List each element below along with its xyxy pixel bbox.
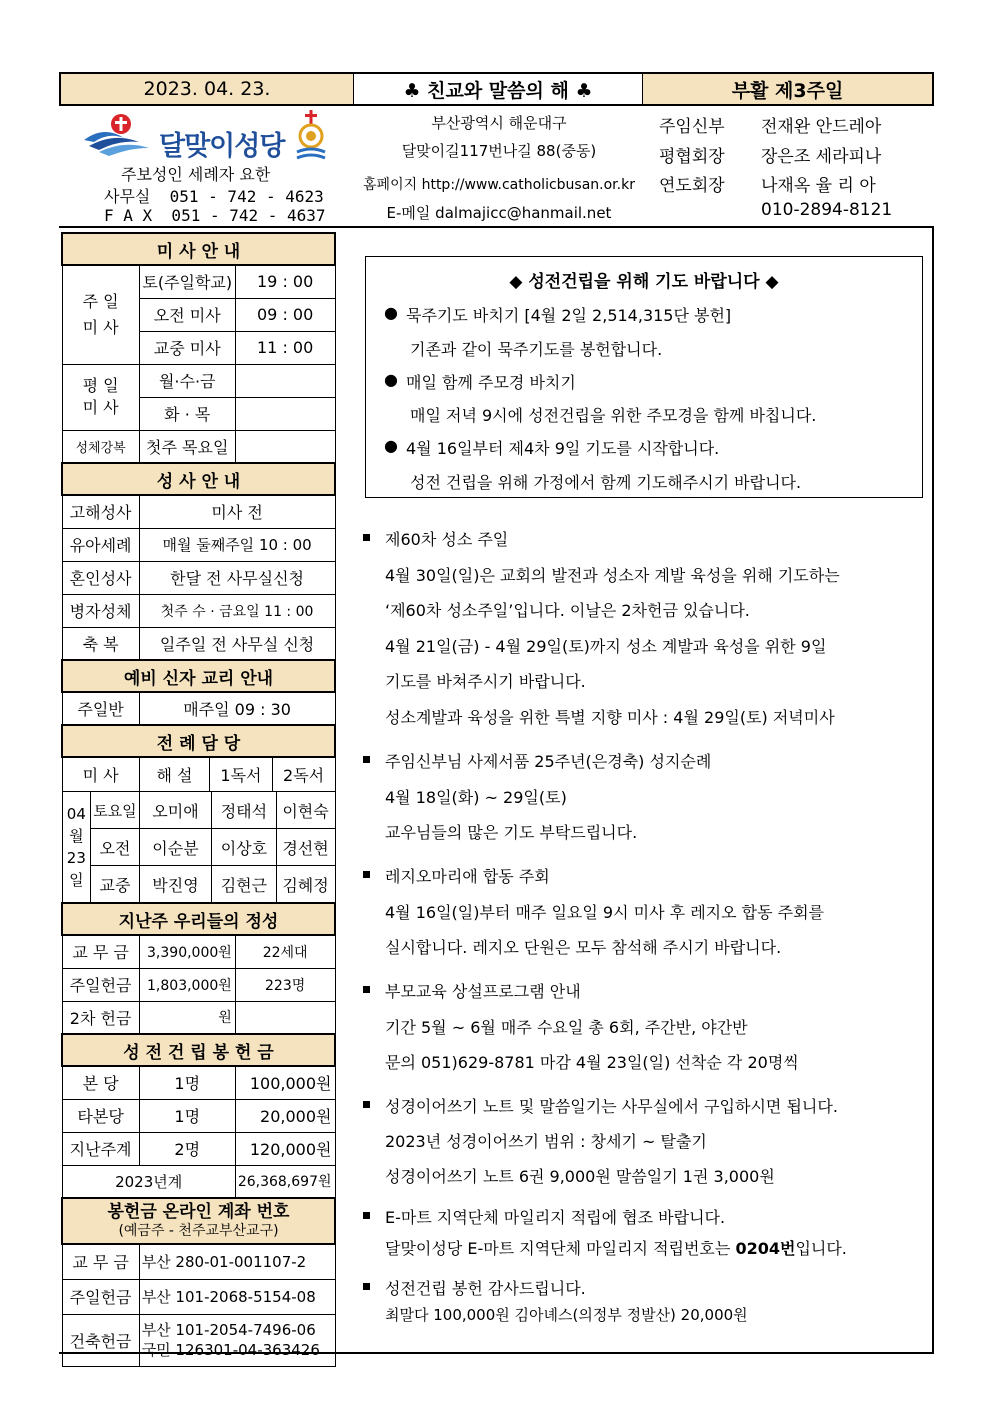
notice-line: 기도를 바쳐주시기 바랍니다. — [385, 672, 586, 691]
liturgy-cell: 정태석 — [212, 792, 276, 828]
square-bullet-icon — [363, 1101, 370, 1108]
mass-time: 11 : 00 — [235, 331, 335, 364]
mileage-number: 0204번 — [735, 1239, 796, 1258]
church-name: 달맞이성당 — [159, 131, 285, 162]
contact-phone: 010-2894-8121 — [761, 200, 893, 220]
offering-amount: 3,390,000원 — [139, 935, 235, 968]
notice-line: 기간 5월 ~ 6월 매주 수요일 총 6회, 주간반, 야간반 — [385, 1018, 748, 1037]
accounts-heading: 봉헌금 온라인 계좌 번호 — [107, 1201, 290, 1222]
church-logo — [79, 110, 331, 170]
eucharist-day: 첫주 목요일 — [139, 430, 235, 463]
bulletin-date: 2023. 04. 23. — [61, 74, 354, 104]
notice-title: 제60차 성소 주일 — [385, 530, 509, 549]
offering-title: 지난주 우리들의 정성 — [62, 903, 335, 935]
notice-line: 성경이어쓰기 노트 6권 9,000원 말씀일기 1권 3,000원 — [385, 1167, 775, 1186]
account-number: 부산 101-2054-7496-06 — [141, 1321, 316, 1339]
liturgy-cell: 김현근 — [212, 866, 276, 902]
offering-amount: 1,803,000원 — [139, 968, 235, 1001]
liturgy-cell: 경선현 — [282, 838, 329, 858]
bullet-icon: ● — [384, 303, 398, 322]
liturgy-cell: 이순분 — [140, 829, 212, 865]
sacrament-value: 한달 전 사무실신청 — [139, 561, 335, 594]
building-year-total: 26,368,697원 — [235, 1165, 335, 1198]
account-name: 건축헌금 — [62, 1314, 139, 1366]
liturgy-mass: 토요일 — [91, 792, 139, 829]
mass-time: 19 : 00 — [235, 265, 335, 298]
notice-line: 문의 051)629-8781 마감 4월 23일(일) 선착순 각 20명씩 — [385, 1053, 799, 1072]
notice-title: 레지오마리애 합동 주회 — [385, 867, 550, 886]
mass-name: 오전 미사 — [139, 298, 235, 331]
liturgy-col-mass: 미 사 — [62, 757, 139, 792]
sacrament-value: 미사 전 — [139, 495, 335, 528]
offering-name: 교 무 금 — [62, 935, 139, 968]
notice-title: 성전건립 봉헌 감사드립니다. — [385, 1279, 586, 1298]
prayer-line: 매일 저녁 9시에 성전건립을 위한 주모경을 함께 바칩니다. — [410, 406, 817, 425]
weekday-days: 화 · 목 — [139, 397, 235, 430]
prayer-box — [365, 256, 923, 498]
notice-text: 달맞이성당 E-마트 지역단체 마일리지 적립번호는 — [385, 1239, 736, 1258]
mass-name: 토(주일학교) — [139, 265, 235, 298]
prayer-line: 성전 건립을 위해 가정에서 함께 기도해주시기 바랍니다. — [410, 473, 802, 492]
catechism-time: 매주일 09 : 30 — [139, 692, 335, 725]
square-bullet-icon — [363, 1283, 370, 1290]
prayer-line: 매일 함께 주모경 바치기 — [406, 373, 576, 392]
office-phone: 사무실 051 - 742 - 4623 — [104, 187, 324, 206]
liturgy-mass: 오전 — [91, 829, 139, 866]
building-count: 1명 — [139, 1066, 235, 1099]
catechism-class: 주일반 — [62, 692, 139, 725]
notice-title: 주임신부님 사제서품 25주년(은경축) 성지순례 — [385, 752, 712, 771]
notice-line: 4월 18일(화) ~ 29일(토) — [385, 788, 567, 807]
address-line1: 부산광역시 해운대구 — [431, 114, 567, 132]
building-fund-title: 성 전 건 립 봉 헌 금 — [62, 1034, 335, 1066]
square-bullet-icon — [363, 756, 370, 763]
offering-count: 22세대 — [235, 935, 335, 968]
prayer-line: 4월 16일부터 제4차 9일 기도를 시작합니다. — [406, 439, 720, 458]
building-name: 본 당 — [62, 1066, 139, 1099]
liturgy-cell: 오미애 — [140, 792, 212, 828]
liturgy-mass: 교중 — [91, 866, 139, 904]
offering-count: 223명 — [235, 968, 335, 1001]
fax-number: F A X 051 - 742 - 4637 — [104, 206, 326, 225]
offering-name: 주일헌금 — [62, 968, 139, 1001]
account-name: 주일헌금 — [62, 1279, 139, 1314]
sidebar-table — [61, 232, 336, 1367]
account-number: 부산 280-01-001107-2 — [139, 1244, 335, 1279]
square-bullet-icon — [363, 871, 370, 878]
notice-title: E-마트 지역단체 마일리지 적립에 협조 바랍니다. — [385, 1208, 726, 1227]
email-link[interactable]: E-메일 dalmajicc@hanmail.net — [386, 204, 612, 222]
notice-line: 4월 16일(일)부터 매주 일요일 9시 미사 후 레지오 합동 주회를 — [385, 903, 825, 922]
building-count: 2명 — [139, 1132, 235, 1165]
bullet-icon: ● — [384, 370, 398, 389]
notice-line: 최말다 100,000원 김아녜스(의정부 정발산) 20,000원 — [385, 1306, 748, 1324]
building-amount: 120,000원 — [235, 1132, 335, 1165]
liturgy-cell: 이상호 — [212, 829, 276, 865]
header-bar — [59, 72, 934, 106]
sacrament-name: 혼인성사 — [62, 561, 139, 594]
year-motto: ♣ 친교와 말씀의 해 ♣ — [354, 74, 643, 104]
sacrament-name: 유아세례 — [62, 528, 139, 561]
sacrament-title: 성 사 안 내 — [62, 463, 335, 495]
square-bullet-icon — [363, 1212, 370, 1219]
staff-name: 나재옥 율 리 아 — [761, 176, 876, 196]
building-year-label: 2023년계 — [62, 1165, 235, 1198]
moon-cross-icon — [291, 110, 331, 162]
notice-line: 2023년 성경이어쓰기 범위 : 창세기 ~ 탈출기 — [385, 1132, 707, 1151]
staff-name: 장은조 세라피나 — [761, 147, 882, 167]
account-name: 교 무 금 — [62, 1244, 139, 1279]
notice-line: 4월 30일(일)은 교회의 발전과 성소자 계발 육성을 위해 기도하는 — [385, 566, 840, 585]
notice-line: 4월 21일(금) - 4월 29일(토)까지 성소 계발과 육성을 위한 9일 — [385, 637, 827, 656]
sunday-mass-label: 주 일 미 사 — [62, 265, 139, 364]
liturgy-cell: 박진영 — [140, 866, 212, 902]
sacrament-value: 일주일 전 사무실 신청 — [139, 627, 335, 660]
sacrament-name: 병자성체 — [62, 594, 139, 627]
account-number-group — [139, 1314, 335, 1366]
notice-line: 교우님들의 많은 기도 부탁드립니다. — [385, 823, 638, 842]
prayer-line: 묵주기도 바치기 [4월 2일 2,514,315단 봉헌] — [406, 306, 732, 325]
bullet-icon: ● — [384, 436, 398, 455]
address-line2: 달맞이길117번나길 88(중동) — [401, 142, 597, 160]
sacrament-name: 고해성사 — [62, 495, 139, 528]
accounts-holder: (예금주 - 천주교부산교구) — [118, 1222, 279, 1239]
liturgy-title: 전 례 담 당 — [62, 725, 335, 757]
building-count: 1명 — [139, 1099, 235, 1132]
sacrament-value: 매월 둘째주일 10 : 00 — [139, 528, 335, 561]
prayer-line: 기존과 같이 묵주기도를 봉헌합니다. — [410, 340, 663, 359]
staff-role: 주임신부 — [659, 117, 725, 137]
sacrament-name: 축 복 — [62, 627, 139, 660]
eucharist-label: 성체강복 — [62, 430, 139, 463]
account-number: 국민 126301-04-363426 — [141, 1341, 320, 1359]
offering-name: 2차 헌금 — [62, 1001, 139, 1034]
mass-title: 미 사 안 내 — [62, 233, 335, 265]
weekday-mass-label: 평 일 미 사 — [62, 364, 139, 430]
building-amount: 100,000원 — [235, 1066, 335, 1099]
weekday-days: 월·수·금 — [139, 364, 235, 397]
mass-name: 교중 미사 — [139, 331, 235, 364]
notice-title: 부모교육 상설프로그램 안내 — [385, 982, 581, 1001]
liturgy-col-reading2: 2독서 — [283, 766, 325, 785]
homepage-link[interactable]: 홈페이지 http://www.catholicbusan.or.kr — [363, 177, 635, 193]
accounts-title — [62, 1198, 335, 1244]
prayer-title: ◆ 성전건립을 위해 기도 바랍니다 ◆ — [509, 272, 779, 292]
liturgy-date: 04월 23일 — [62, 792, 91, 904]
staff-role: 평협회장 — [659, 147, 725, 167]
dove-icon — [79, 110, 159, 160]
building-amount: 20,000원 — [235, 1099, 335, 1132]
liturgy-col-commentator: 해 설 — [140, 758, 210, 791]
account-number: 부산 101-2068-5154-08 — [139, 1279, 335, 1314]
notice-title: 성경이어쓰기 노트 및 말씀일기는 사무실에서 구입하시면 됩니다. — [385, 1097, 838, 1116]
notice-line: ‘제60차 성소주일’입니다. 이날은 2차헌금 있습니다. — [385, 601, 750, 620]
building-name: 지난주계 — [62, 1132, 139, 1165]
notice-line: 실시합니다. 레지오 단원은 모두 참석해 주시기 바랍니다. — [385, 938, 782, 957]
catechism-title: 예비 신자 교리 안내 — [62, 660, 335, 692]
notice-text: 입니다. — [795, 1239, 847, 1258]
liturgy-col-reading1: 1독서 — [210, 758, 272, 791]
liturgy-cell: 김혜정 — [282, 875, 329, 895]
sacrament-value: 첫주 수 · 금요일 11 : 00 — [139, 594, 335, 627]
offering-amount: 원 — [139, 1001, 235, 1034]
building-name: 타본당 — [62, 1099, 139, 1132]
staff-name: 전재완 안드레아 — [761, 117, 882, 137]
liturgy-cell: 이현숙 — [282, 801, 329, 821]
square-bullet-icon — [363, 986, 370, 993]
mass-time: 09 : 00 — [235, 298, 335, 331]
notice-line — [385, 1236, 847, 1259]
notice-line: 성소계발과 육성을 위한 특별 지향 미사 : 4월 29일(토) 저녁미사 — [385, 708, 835, 727]
staff-role: 연도회장 — [659, 176, 725, 196]
liturgical-week: 부활 제3주일 — [643, 74, 932, 104]
church-info — [59, 106, 934, 226]
square-bullet-icon — [363, 534, 370, 541]
patron-saint: 주보성인 세례자 요한 — [121, 165, 271, 184]
offering-count — [235, 1001, 335, 1034]
